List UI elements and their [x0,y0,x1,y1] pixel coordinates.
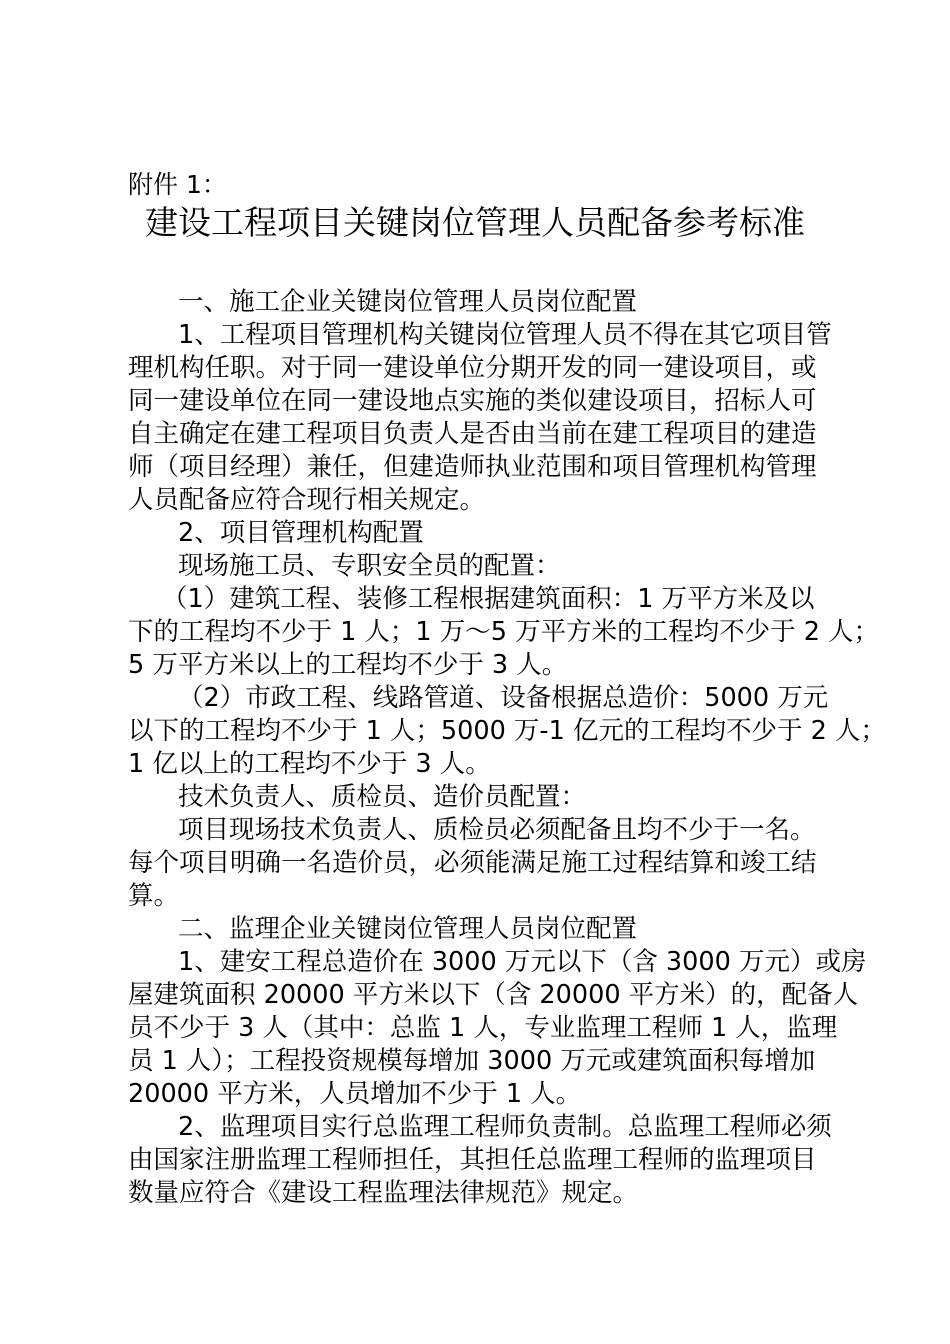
paragraph-line: 理机构任职。对于同一建设单位分期开发的同一建设项目，或 [128,353,817,383]
paragraph-line: 由国家注册监理工程师担任，其担任总监理工程师的监理项目 [128,1145,817,1175]
paragraph-line: 同一建设单位在同一建设地点实施的类似建设项目，招标人可 [128,386,817,416]
paragraph-line: 自主确定在建工程项目负责人是否由当前在建工程项目的建造 [128,419,817,449]
paragraph-line: 项目现场技术负责人、质检员必须配备且均不少于一名。 [178,815,816,845]
paragraph-line: 屋建筑面积 20000 平方米以下（含 20000 平方米）的，配备人 [128,980,859,1010]
paragraph-line: 师（项目经理）兼任，但建造师执业范围和项目管理机构管理 [128,452,817,482]
paragraph-line: 人员配备应符合现行相关规定。 [128,485,486,515]
paragraph-line: 1、建安工程总造价在 3000 万元以下（含 3000 万元）或房 [178,947,867,977]
paragraph-line: 算。 [128,881,180,911]
subheading: 2、项目管理机构配置 [178,518,424,548]
paragraph-line: 5 万平方米以上的工程均不少于 3 人。 [128,650,568,680]
paragraph-line: （2）市政工程、线路管道、设备根据总造价：5000 万元 [178,683,829,713]
paragraph-line: 1、工程项目管理机构关键岗位管理人员不得在其它项目管 [178,320,832,350]
attachment-label: 附件 1： [128,170,227,199]
paragraph-line: 2、监理项目实行总监理工程师负责制。总监理工程师必须 [178,1112,832,1142]
section-heading-supervision: 二、监理企业关键岗位管理人员岗位配置 [178,914,638,944]
paragraph-line: 下的工程均不少于 1 人；1 万～5 万平方米的工程均不少于 2 人； [128,617,880,647]
paragraph-line: 技术负责人、质检员、造价员配置： [178,782,587,812]
paragraph-line: 每个项目明确一名造价员，必须能满足施工过程结算和竣工结 [128,848,817,878]
paragraph-line: （1）建筑工程、装修工程根据建筑面积：1 万平方米及以 [162,584,815,614]
paragraph-line: 1 亿以上的工程均不少于 3 人。 [128,749,491,779]
paragraph-line: 20000 平方米，人员增加不少于 1 人。 [128,1079,582,1109]
section-heading-construction: 一、施工企业关键岗位管理人员岗位配置 [178,287,638,317]
paragraph-line: 以下的工程均不少于 1 人；5000 万-1 亿元的工程均不少于 2 人； [128,716,886,746]
paragraph-line: 现场施工员、专职安全员的配置： [178,551,561,581]
paragraph-line: 员不少于 3 人（其中：总监 1 人，专业监理工程师 1 人，监理 [128,1013,838,1043]
paragraph-line: 数量应符合《建设工程监理法律规范》规定。 [128,1178,639,1208]
paragraph-line: 员 1 人）；工程投资规模每增加 3000 万元或建筑面积每增加 [128,1046,816,1076]
document-title: 建设工程项目关键岗位管理人员配备参考标准 [145,203,805,242]
